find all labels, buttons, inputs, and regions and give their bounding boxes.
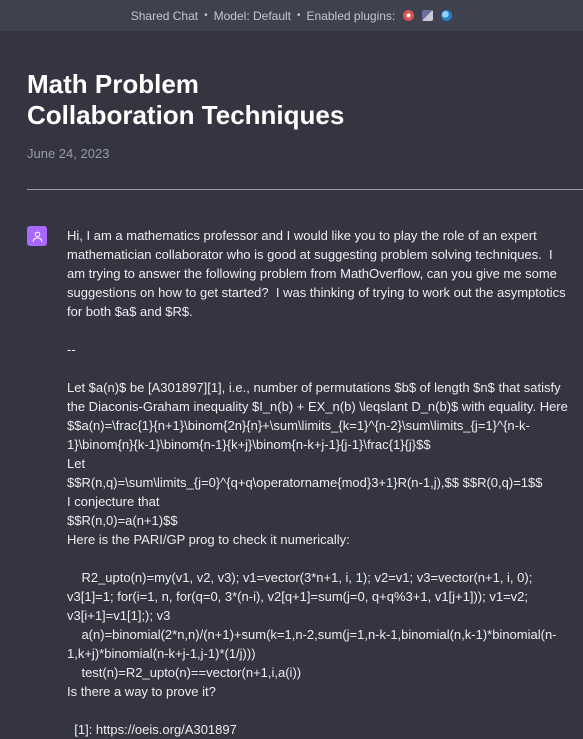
plugins-label: Enabled plugins: <box>306 8 396 23</box>
conversation-header <box>0 31 583 161</box>
model-label: Model: Default <box>213 8 292 23</box>
message-text: Hi, I am a mathematics professor and I would like you to play the role of an expert mathematician collaborator who is good at suggesting problem solving techniques. I am trying to answer the following problem from MathOverflow, can you give me some suggestions on how to get started? I was thinking of trying to work out the asymptotics for both $a$ and $R$. -- Let $a(n)$ be [A301897][1], i.e., number of permutations $b$ of length $n$ that satisfy the Diaconis-Graham inequality $I_n(b) + EX_n(b) \leqslant D_n(b)$ with equality. Here $$a(n)=\frac{1}{n+1}\binom{2n}{n}+\sum\limits_{k=1}^{n-2}\sum\limits_{j=1}^{n-k-1}\binom{n}{k-1}\binom{n-1}{k+j}\binom{n-k+j-1}{j-1}\frac{1}{j}$$ Let $$R(n,q)=\sum\limits_{j=0}^{q+q\operatorname{mod}3+1}R(n-1,j),$$ $$R(0,q)=1$$ I conjecture that $$R(n,0)=a(n+1)$$ Here is the PARI/GP prog to check it numerically: R2_upto(n)=my(v1, v2, v3); v1=vector(3*n+1, i, 1); v2=v1; v3=vector(n+1, i, 0); v3[1]=1; for(i=1, n, for(q=0, 3*(n-i), v2[q+1]=sum(j=0, q+q%3+1, v1[j+1])); v1=v2; v3[i+1]=v1[1];); v3 a(n)=binomial(2*n,n)/(n+1)+sum(k=1,n-2,sum(j=1,n-k-1,binomial(n,k-1)*binomial(n-1,k+j)*binomial(n-k+j-1,j-1)*(1/j))) test(n)=R2_upto(n)==vector(n+1,i,a(i)) Is there a way to prove it? [1]: https://oeis.org/A301897 <box>67 228 568 737</box>
separator-dot: • <box>297 10 301 21</box>
plugin-robot-icon <box>422 10 433 21</box>
shared-chat-label: Shared Chat <box>130 8 199 23</box>
top-bar <box>0 0 583 31</box>
plugin-globe-icon <box>441 10 452 21</box>
avatar <box>27 226 47 246</box>
separator-dot: • <box>204 10 208 21</box>
user-icon <box>31 230 44 243</box>
page-title: Math Problem Collaboration Techniques <box>27 69 345 130</box>
conversation-date: June 24, 2023 <box>27 146 110 161</box>
user-message <box>0 190 583 739</box>
plugin-red-badge-icon <box>403 10 414 21</box>
